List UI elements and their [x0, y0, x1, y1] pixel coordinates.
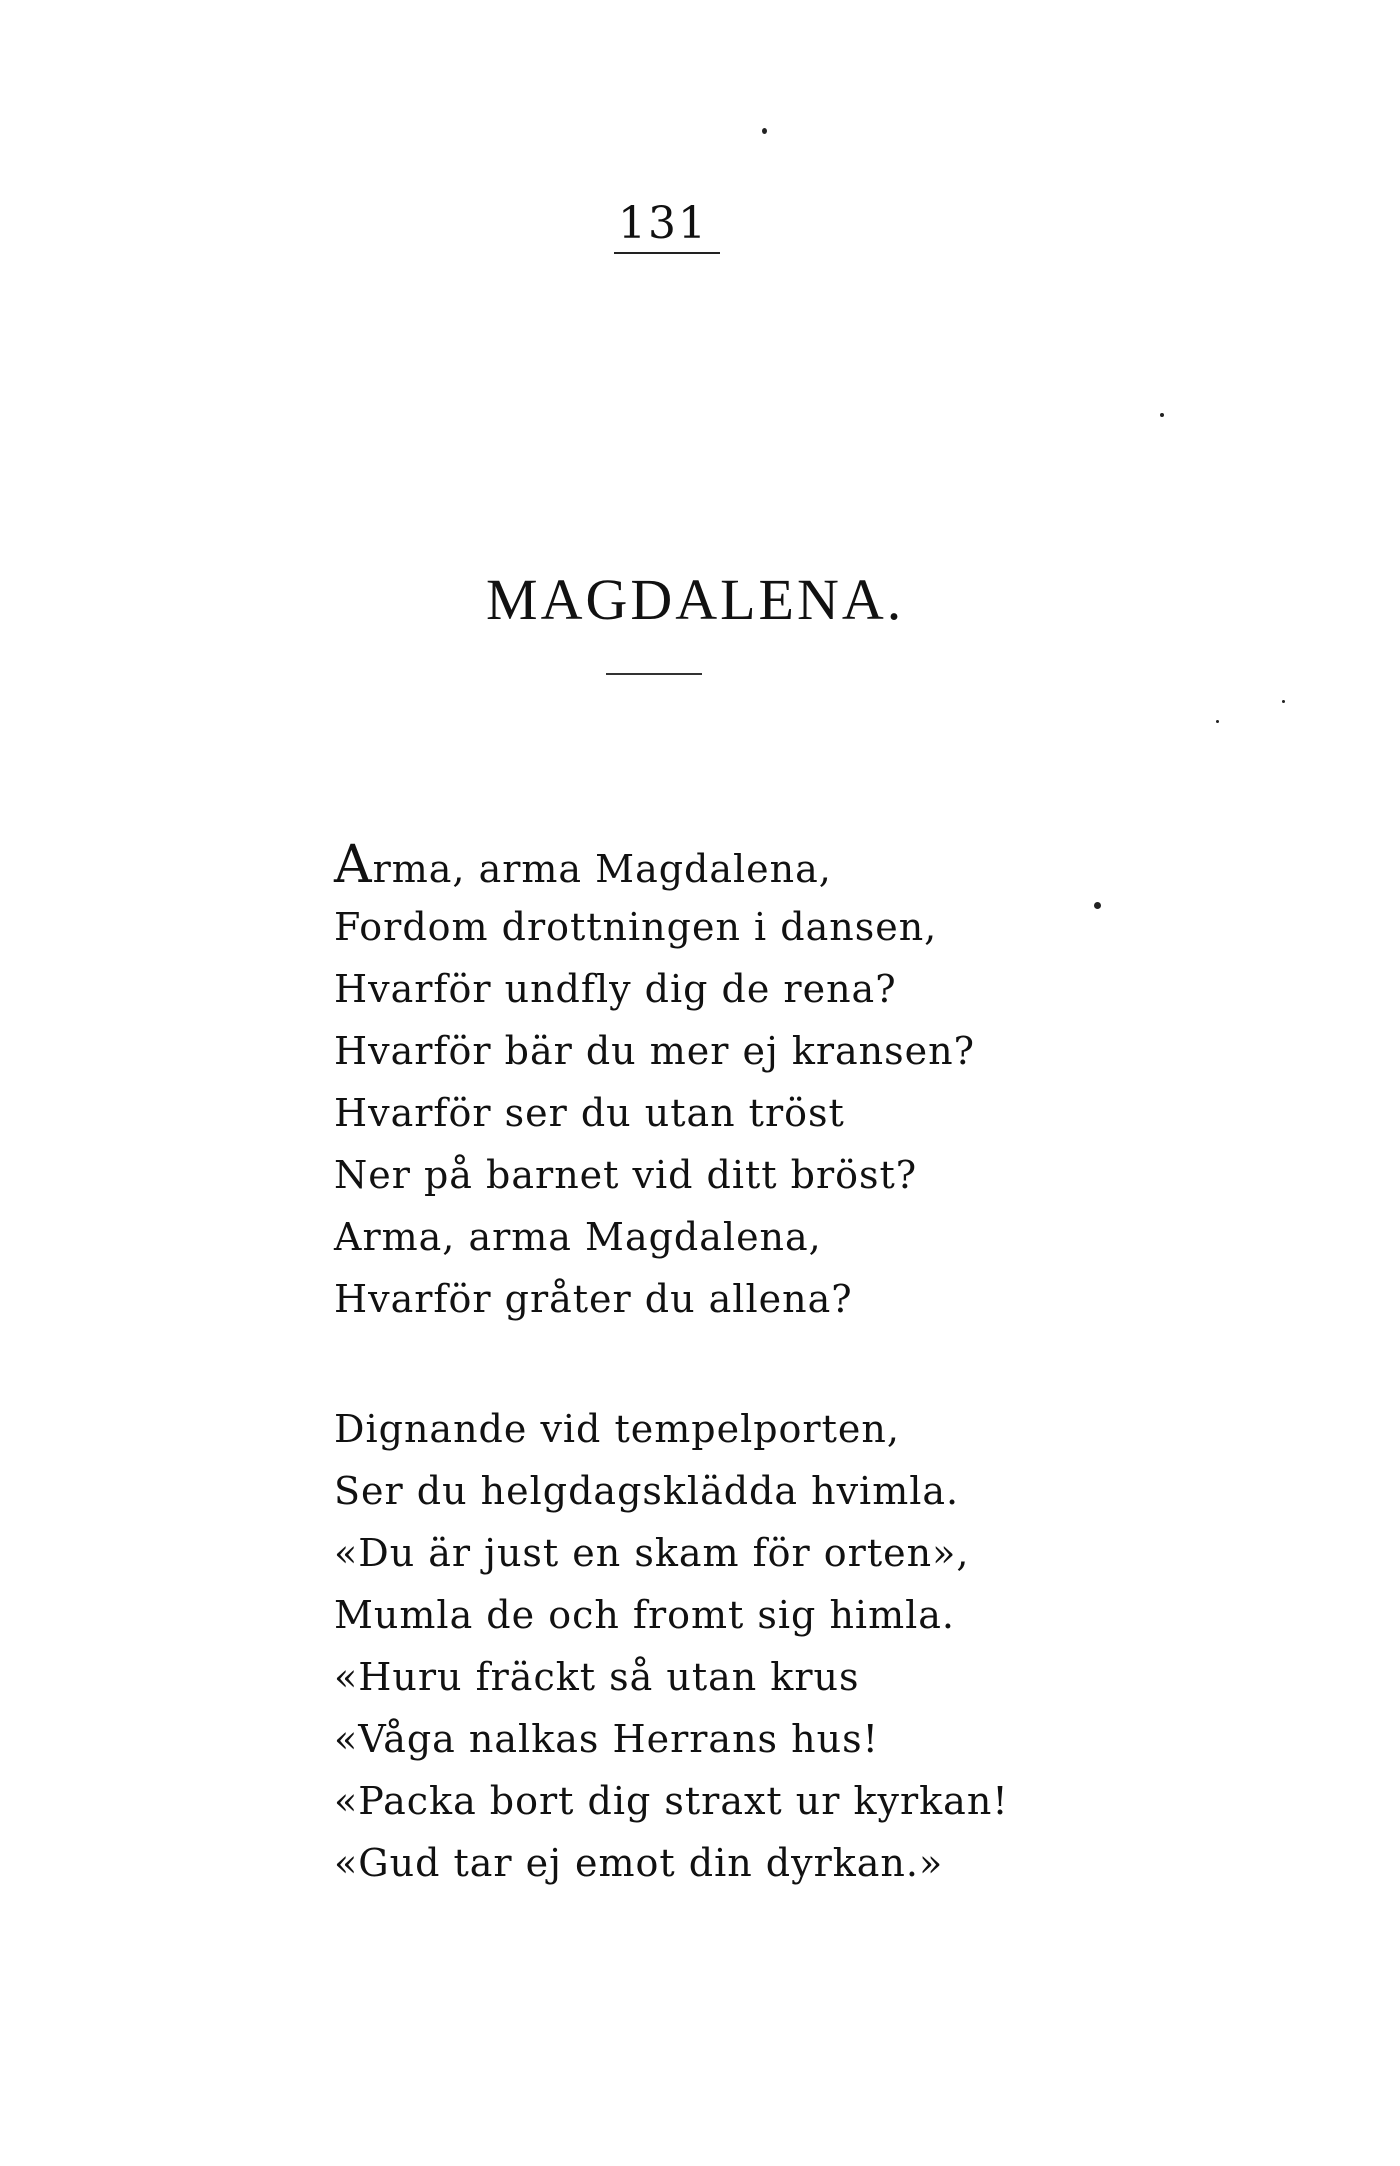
page-number-rule — [614, 252, 720, 254]
poem-line: «Packa bort dig straxt ur kyrkan! — [334, 1779, 1009, 1823]
poem-line: Ner på barnet vid ditt bröst? — [334, 1153, 918, 1197]
stanza-2 — [334, 1398, 1009, 1894]
poem-line — [334, 834, 975, 896]
poem-line: Hvarför bär du mer ej kransen? — [334, 1029, 975, 1073]
title-divider — [606, 673, 702, 675]
poem-line: Dignande vid tempelporten, — [334, 1407, 900, 1451]
poem-line: Hvarför gråter du allena? — [334, 1277, 853, 1321]
scan-speck — [1282, 700, 1285, 703]
scan-speck — [1160, 413, 1164, 417]
first-line-text: rma, arma Magdalena, — [372, 847, 832, 891]
poem-line: Fordom drottningen i dansen, — [334, 905, 938, 949]
initial-letter: A — [334, 835, 373, 895]
poem-line: Hvarför undfly dig de rena? — [334, 967, 897, 1011]
poem-line: Arma, arma Magdalena, — [334, 1215, 822, 1259]
scan-speck — [1094, 902, 1101, 909]
scan-speck — [1216, 720, 1219, 723]
poem-line: Hvarför ser du utan tröst — [334, 1091, 845, 1135]
poem-line: Mumla de och fromt sig himla. — [334, 1593, 956, 1637]
scan-speck — [762, 128, 767, 134]
stanza-1 — [334, 834, 975, 1330]
poem-line: «Du är just en skam för orten», — [334, 1531, 970, 1575]
poem-line: «Våga nalkas Herrans hus! — [334, 1717, 879, 1761]
page-number: 131 — [618, 198, 708, 249]
poem-title: MAGDALENA. — [486, 567, 905, 632]
poem-line: «Huru fräckt så utan krus — [334, 1655, 860, 1699]
poem-line: Ser du helgdagsklädda hvimla. — [334, 1469, 960, 1513]
poem-line: «Gud tar ej emot din dyrkan.» — [334, 1841, 944, 1885]
